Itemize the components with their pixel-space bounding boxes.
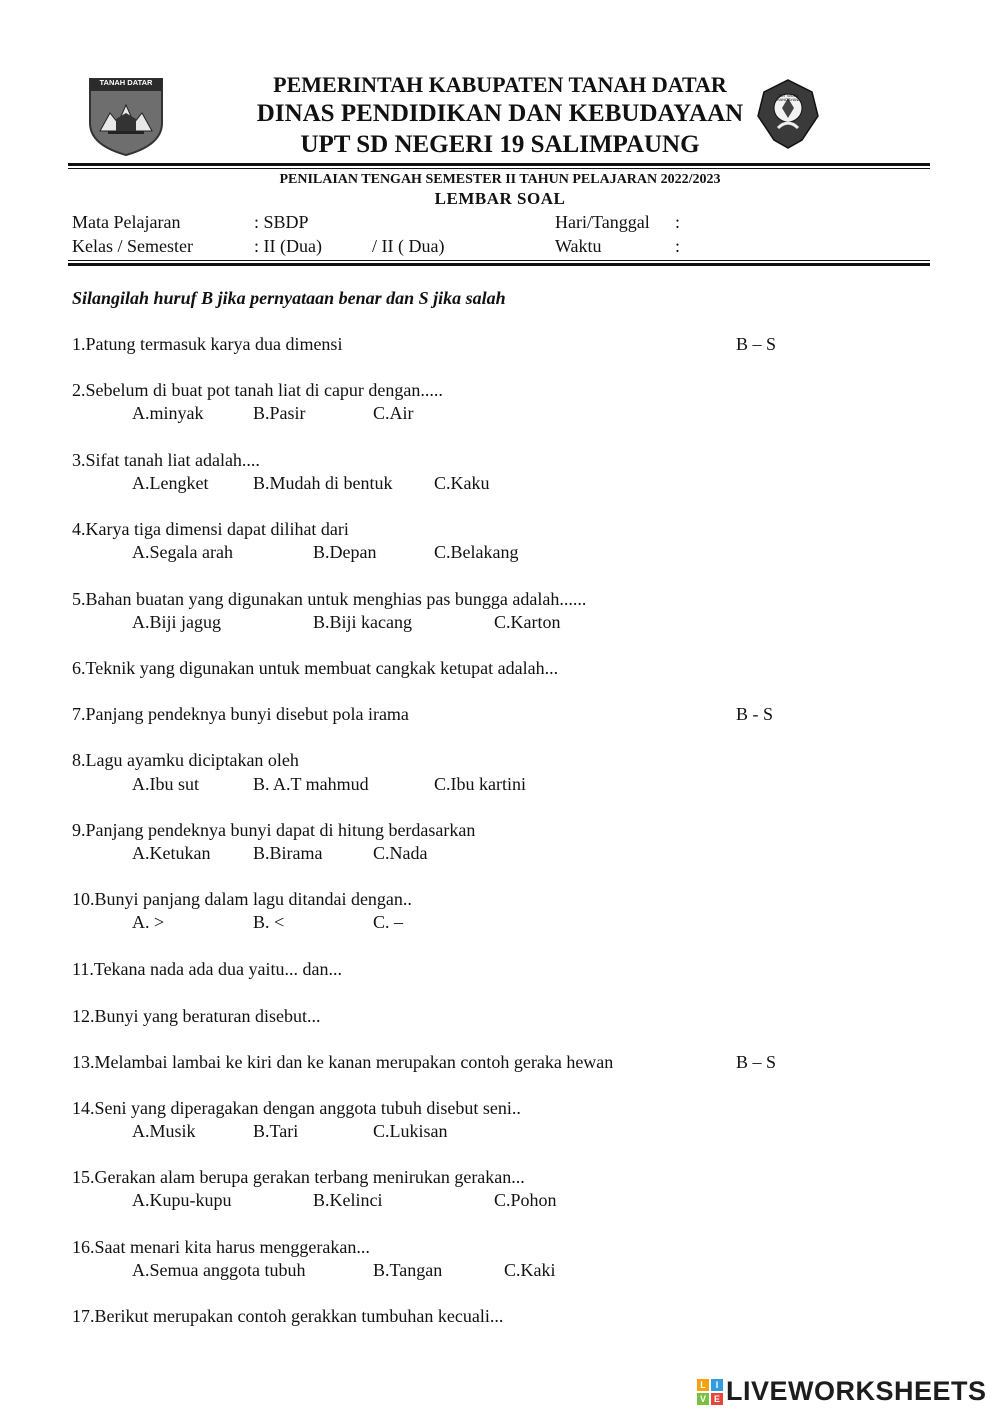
- question-12: 12.Bunyi yang beraturan disebut...: [72, 1006, 321, 1026]
- question-8-option-a: A.Ibu sut: [132, 774, 199, 794]
- exam-subtitle: LEMBAR SOAL: [434, 189, 566, 208]
- badge-letter-l: L: [697, 1379, 709, 1391]
- question-14: 14.Seni yang diperagakan dengan anggota tubuh disebut seni..: [72, 1098, 521, 1118]
- day-value: :: [675, 212, 681, 232]
- class-label: Kelas / Semester: [72, 236, 193, 256]
- question-16-option-c: C.Kaki: [504, 1260, 556, 1280]
- question-5: 5.Bahan buatan yang digunakan untuk menghias pas bungga adalah......: [72, 589, 587, 609]
- badge-letter-e: E: [711, 1393, 723, 1405]
- question-9-option-a: A.Ketukan: [132, 843, 211, 863]
- header-rule-thin: [68, 168, 930, 169]
- question-2: 2.Sebelum di buat pot tanah liat di capur dengan.....: [72, 380, 443, 400]
- question-9: 9.Panjang pendeknya bunyi dapat di hitung berdasarkan: [72, 820, 476, 840]
- liveworksheets-wordmark: LIVEWORKSHEETS: [726, 1376, 987, 1406]
- question-9-option-c: C.Nada: [373, 843, 428, 863]
- question-5-option-b: B.Biji kacang: [313, 612, 412, 632]
- meta-rule-thin: [68, 260, 930, 261]
- question-2-option-b: B.Pasir: [253, 403, 306, 423]
- question-8-option-b: B. A.T mahmud: [253, 774, 369, 794]
- question-10-option-a: A. >: [132, 912, 165, 932]
- instruction: Silangilah huruf B jika pernyataan benar dan S jika salah: [72, 288, 506, 308]
- liveworksheets-badge-icon: [697, 1379, 723, 1405]
- question-10: 10.Bunyi panjang dalam lagu ditandai dengan..: [72, 889, 412, 909]
- question-2-option-c: C.Air: [373, 403, 414, 423]
- time-label: Waktu: [555, 236, 602, 256]
- question-17: 17.Berikut merupakan contoh gerakkan tumbuhan kecuali...: [72, 1306, 504, 1326]
- right-logo-text: TUT WURI HANDAYANI: [776, 93, 800, 102]
- meta-rule-thick: [68, 263, 930, 266]
- question-10-option-c: C. –: [373, 912, 404, 932]
- semester-value: / II ( Dua): [372, 236, 445, 256]
- question-3-option-b: B.Mudah di bentuk: [253, 473, 393, 493]
- question-3-option-a: A.Lengket: [132, 473, 209, 493]
- question-1: 1.Patung termasuk karya dua dimensi: [72, 334, 343, 354]
- question-5-option-c: C.Karton: [494, 612, 561, 632]
- question-14-option-a: A.Musik: [132, 1121, 196, 1141]
- question-3: 3.Sifat tanah liat adalah....: [72, 450, 260, 470]
- day-label: Hari/Tanggal: [555, 212, 650, 232]
- time-value: :: [675, 236, 681, 256]
- question-14-option-c: C.Lukisan: [373, 1121, 448, 1141]
- question-13-answer-bs: B – S: [736, 1052, 777, 1072]
- header-school: UPT SD NEGERI 19 SALIMPAUNG: [300, 131, 700, 158]
- question-5-option-a: A.Biji jagug: [132, 612, 221, 632]
- question-2-option-a: A.minyak: [132, 403, 204, 423]
- header-rule-thick: [68, 163, 930, 166]
- question-16-option-b: B.Tangan: [373, 1260, 443, 1280]
- question-8-option-c: C.Ibu kartini: [434, 774, 526, 794]
- header-government: PEMERINTAH KABUPATEN TANAH DATAR: [273, 72, 727, 97]
- question-15-option-c: C.Pohon: [494, 1190, 557, 1210]
- question-1-answer-bs: B – S: [736, 334, 777, 354]
- question-16: 16.Saat menari kita harus menggerakan...: [72, 1237, 370, 1257]
- header-department: DINAS PENDIDIKAN DAN KEBUDAYAAN: [256, 100, 744, 127]
- question-11: 11.Tekana nada ada dua yaitu... dan...: [72, 959, 342, 979]
- question-9-option-b: B.Birama: [253, 843, 323, 863]
- badge-letter-i: I: [711, 1379, 723, 1391]
- subject-value: : SBDP: [254, 212, 309, 232]
- subject-label: Mata Pelajaran: [72, 212, 181, 232]
- question-14-option-b: B.Tari: [253, 1121, 299, 1141]
- question-8: 8.Lagu ayamku diciptakan oleh: [72, 750, 299, 770]
- question-16-option-a: A.Semua anggota tubuh: [132, 1260, 306, 1280]
- exam-title: PENILAIAN TENGAH SEMESTER II TAHUN PELAJARAN 2022/2023: [279, 172, 721, 187]
- question-6: 6.Teknik yang digunakan untuk membuat cangkak ketupat adalah...: [72, 658, 559, 678]
- question-4-option-b: B.Depan: [313, 542, 377, 562]
- question-13: 13.Melambai lambai ke kiri dan ke kanan merupakan contoh geraka hewan: [72, 1052, 614, 1072]
- question-15-option-a: A.Kupu-kupu: [132, 1190, 232, 1210]
- class-value: : II (Dua): [254, 236, 322, 256]
- question-4: 4.Karya tiga dimensi dapat dilihat dari: [72, 519, 349, 539]
- liveworksheets-watermark: [697, 1378, 987, 1405]
- question-15-option-b: B.Kelinci: [313, 1190, 383, 1210]
- question-7: 7.Panjang pendeknya bunyi disebut pola irama: [72, 704, 409, 724]
- question-7-answer-bs: B - S: [736, 704, 774, 724]
- badge-letter-v: V: [697, 1393, 709, 1405]
- question-4-option-c: C.Belakang: [434, 542, 519, 562]
- left-logo-text: TANAH DATAR: [99, 78, 153, 87]
- question-15: 15.Gerakan alam berupa gerakan terbang menirukan gerakan...: [72, 1167, 525, 1187]
- question-3-option-c: C.Kaku: [434, 473, 490, 493]
- question-4-option-a: A.Segala arah: [132, 542, 233, 562]
- question-10-option-b: B. <: [253, 912, 285, 932]
